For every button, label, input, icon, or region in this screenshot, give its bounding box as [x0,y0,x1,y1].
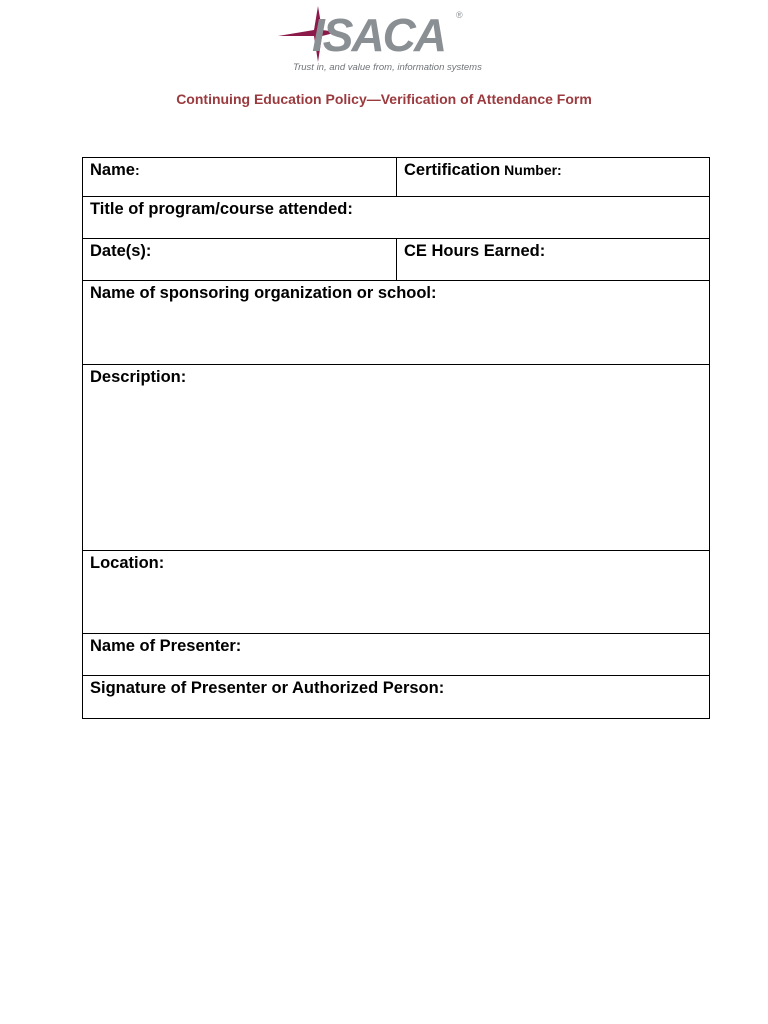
row-dates-hours [83,239,710,281]
name-colon: : [134,162,140,178]
sponsor-label: Name of sponsoring organization or school: [90,284,437,302]
registered-mark: ® [456,10,463,20]
presenter-cell[interactable] [83,634,710,676]
logo-wordmark: ISACA [312,9,446,61]
certification-label: Certification [404,161,501,179]
row-title [83,197,710,239]
row-signature [83,676,710,719]
row-sponsor [83,281,710,365]
number-label: Number: [500,162,562,178]
form-title: Continuing Education Policy—Verification of Attendance Form [176,91,592,107]
name-cell[interactable] [83,158,397,197]
location-label: Location: [90,554,165,572]
description-cell[interactable] [83,365,710,551]
isaca-logo [278,4,482,76]
signature-cell[interactable] [83,676,710,719]
ce-hours-cell[interactable] [397,239,710,281]
ce-hours-label: CE Hours Earned: [404,242,546,260]
row-location [83,551,710,634]
program-title-cell[interactable] [83,197,710,239]
row-name-cert [83,158,710,197]
attendance-form-table [82,157,710,719]
sponsor-cell[interactable] [83,281,710,365]
dates-label: Date(s): [90,242,152,260]
signature-label: Signature of Presenter or Authorized Person: [90,679,445,697]
location-cell[interactable] [83,551,710,634]
description-label: Description: [90,368,187,386]
row-description [83,365,710,551]
presenter-label: Name of Presenter: [90,637,242,655]
logo-tagline: Trust in, and value from, information systems [293,62,482,73]
program-title-label: Title of program/course attended: [90,200,353,218]
certification-number-cell[interactable] [397,158,710,197]
name-label: Name [90,161,135,179]
dates-cell[interactable] [83,239,397,281]
row-presenter [83,634,710,676]
